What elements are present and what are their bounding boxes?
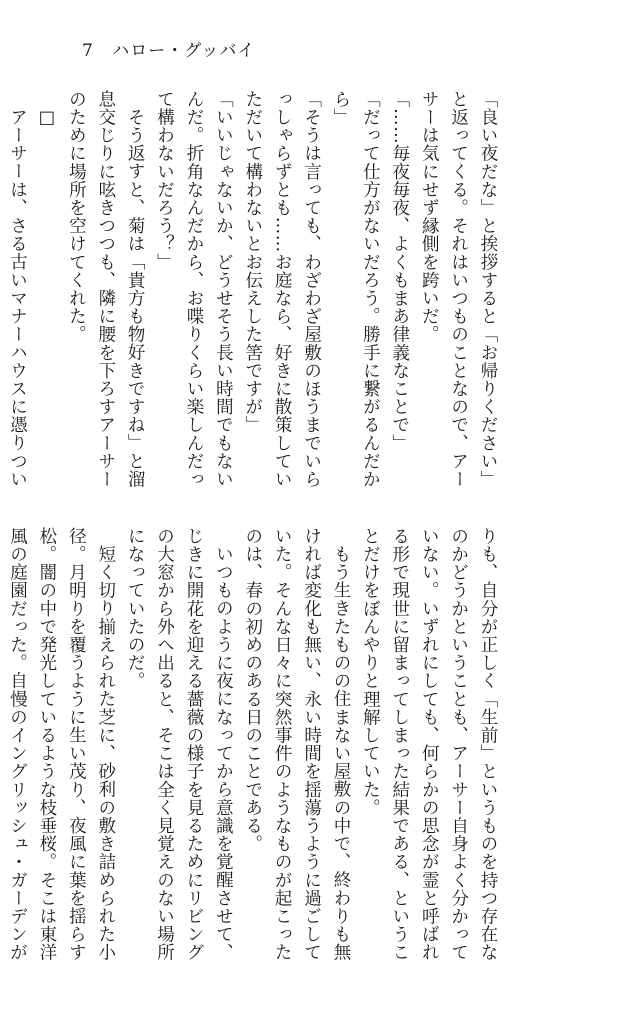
paragraph: 「良い夜だな」と挨拶すると「お帰りください」と返ってくる。それはいつものことなので、アーサーは気にせず縁側を跨いだ。 [419,90,498,489]
paragraph: もう生きたものの住まない屋敷の中で、終わりも無ければ変化も無い、永い時間を揺蕩うように過ごしていた。そんな日々に突然事件のようなものが起こったのは、春の初めのある日のことである。 [242,527,351,962]
paragraph: 「いいじゃないか、どうせそう長い時間でもないんだ。折角なんだから、お喋りくらい楽しんだって構わないだろう？」 [154,90,234,489]
section-break-mark: □ [36,107,57,129]
paragraph: 短く切り揃えられた芝に、砂利の敷き詰められた小径。月明りを覆うように生い茂り、夜風に葉を揺らす松。闇の中で発光しているような枝垂桜。そこは東洋風の庭園だった。自慢のイングリッシュ・ガーデンが [7,527,116,962]
text-column-bottom [7,527,502,967]
paragraph: 「そうは言っても、わざわざ屋敷のほうまでいらっしゃらずとも……お庭なら、好きに散策していただいて構わないとお伝えした筈ですが」 [242,90,322,489]
paragraph: りも、自分が正しく「生前」というものを持つ存在なのかどうかということも、アーサー自身よく分かっていない。いずれにしても、何らかの思念が霊と呼ばれる形で現世に留まってしまった結果である、ということだけをぼんやりと理解していた。 [360,527,498,962]
page-number: 7 [82,41,94,61]
text-column-top [7,90,502,498]
paragraph: 「……毎夜毎夜、よくもまあ律義なことで」 [389,90,410,452]
book-title: ハロー・グッバイ [112,41,256,61]
paragraph: 「だって仕方がないだろう。勝手に繋がるんだから」 [330,90,381,489]
paragraph: アーサーは、さる古いマナーハウスに憑りつい [7,107,28,488]
paragraph: そう返すと、菊は「貴方も物好きですね」と溜息交じりに呟きつつも、隣に腰を下ろすアーサーのために場所を空けてくれた。 [66,90,146,489]
running-header [82,36,255,61]
paragraph: いつものように夜になってから意識を覚醒させて、じきに開花を迎える薔薇の様子を見るためにリビングの大窓から外へ出ると、そこは全く見覚えのない場所になっていたのだ。 [125,527,234,962]
